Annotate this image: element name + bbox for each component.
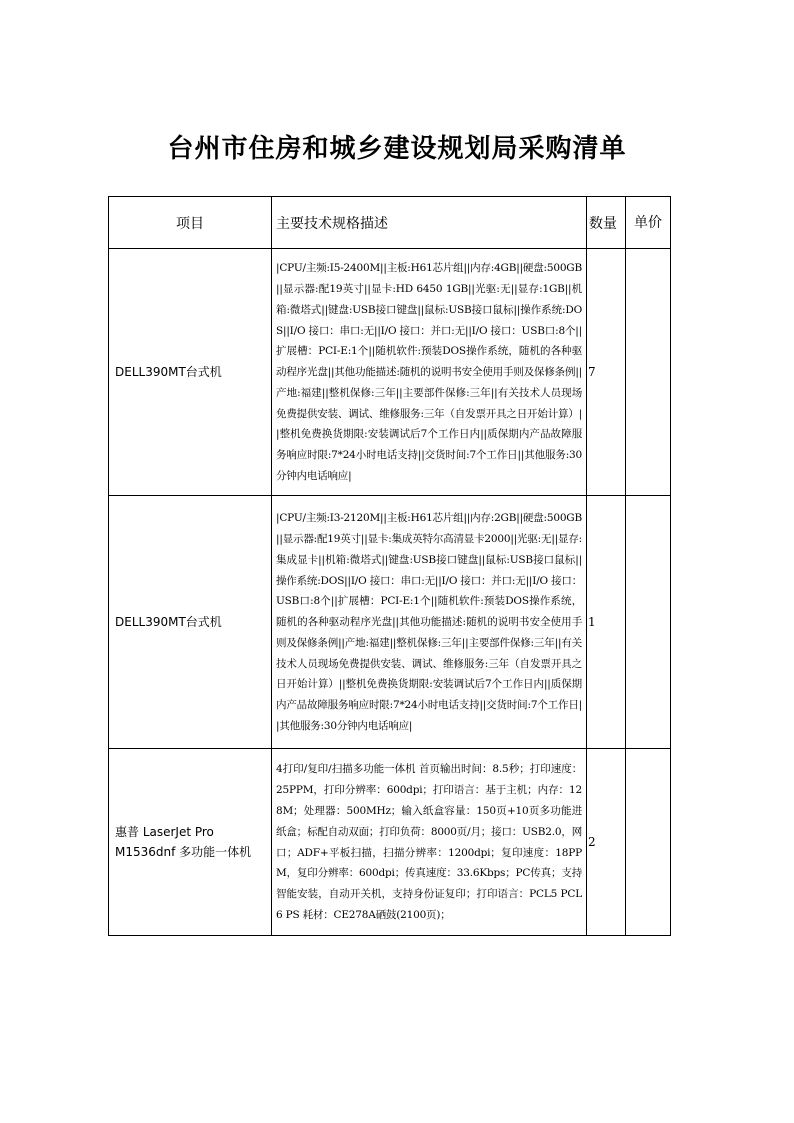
header-item: 项目 bbox=[109, 197, 272, 249]
table-row bbox=[109, 749, 671, 936]
page-title: 台州市住房和城乡建设规划局采购清单 bbox=[167, 134, 627, 164]
table-row bbox=[109, 249, 671, 496]
procurement-table bbox=[108, 196, 671, 936]
row-unit-price bbox=[626, 249, 671, 496]
row-quantity: 1 bbox=[587, 496, 626, 749]
row-unit-price bbox=[626, 749, 671, 936]
table-row bbox=[109, 496, 671, 749]
header-description: 主要技术规格描述 bbox=[272, 197, 587, 249]
row-item-name: DELL390MT台式机 bbox=[109, 496, 272, 749]
row-description: 4打印/复印/扫描多功能一体机 首页输出时间：8.5秒；打印速度：25PPM，打印分辨率：600dpi；打印语言：基于主机；内存：128M；处理器：500MHz；输入纸盒容量：150页+10页多功能进纸盒；标配自动双面；打印负荷：8000页/月；接口：USB2.0，网口；ADF+平板扫描，扫描分辨率：1200dpi；复印速度：18PPM，复印分辨率：600dpi；传真速度：33.6Kbps；PC传真；支持智能安装，自动开关机，支持身份证复印；打印语言：PCL5 PCL6 PS 耗材：CE278A硒鼓(2100页)； bbox=[272, 749, 587, 936]
table-header-row bbox=[109, 197, 671, 249]
header-quantity: 数量 bbox=[587, 197, 626, 249]
row-unit-price bbox=[626, 496, 671, 749]
row-quantity: 7 bbox=[587, 249, 626, 496]
row-description: |CPU/主频:I5-2400M||主板:H61芯片组||内存:4GB||硬盘:500GB||显示器:配19英寸||显卡:HD 6450 1GB||光驱:无||显存:1GB||机箱:微塔式||键盘:USB接口键盘||鼠标:USB接口鼠标||操作系统:DOS||I/O 接口：串口:无||I/O 接口：并口:无||I/O 接口：USB口:8个||扩展槽：PCI-E:1个||随机软件:预装DOS操作系统，随机的各种驱动程序光盘||其他功能描述:随机的说明书安全使用手则及保修条例||产地:福建||整机保修:三年||主要部件保修:三年||有关技术人员现场免费提供安装、调试、维修服务:三年（自发票开具之日开始计算）||整机免费换货期限:安装调试后7个工作日内||质保期内产品故障服务响应时限:7*24小时电话支持||交货时间:7个工作日||其他服务:30分钟内电话响应| bbox=[272, 249, 587, 496]
header-unit-price: 单价 bbox=[626, 197, 671, 249]
row-item-name: DELL390MT台式机 bbox=[109, 249, 272, 496]
row-item-name: 惠普 LaserJet Pro M1536dnf 多功能一体机 bbox=[109, 749, 272, 936]
row-quantity: 2 bbox=[587, 749, 626, 936]
row-description: |CPU/主频:I3-2120M||主板:H61芯片组||内存:2GB||硬盘:500GB||显示器:配19英寸||显卡:集成英特尔高清显卡2000||光驱:无||显存:集成显卡||机箱:微塔式||键盘:USB接口键盘||鼠标:USB接口鼠标||操作系统:DOS||I/O 接口：串口:无||I/O 接口：并口:无||I/O 接口：USB口:8个||扩展槽：PCI-E:1个||随机软件:预装DOS操作系统，随机的各种驱动程序光盘||其他功能描述:随机的说明书安全使用手则及保修条例||产地:福建||整机保修:三年||主要部件保修:三年||有关技术人员现场免费提供安装、调试、维修服务:三年（自发票开具之日开始计算）||整机免费换货期限:安装调试后7个工作日内||质保期内产品故障服务响应时限:7*24小时电话支持||交货时间:7个工作日||其他服务:30分钟内电话响应| bbox=[272, 496, 587, 749]
